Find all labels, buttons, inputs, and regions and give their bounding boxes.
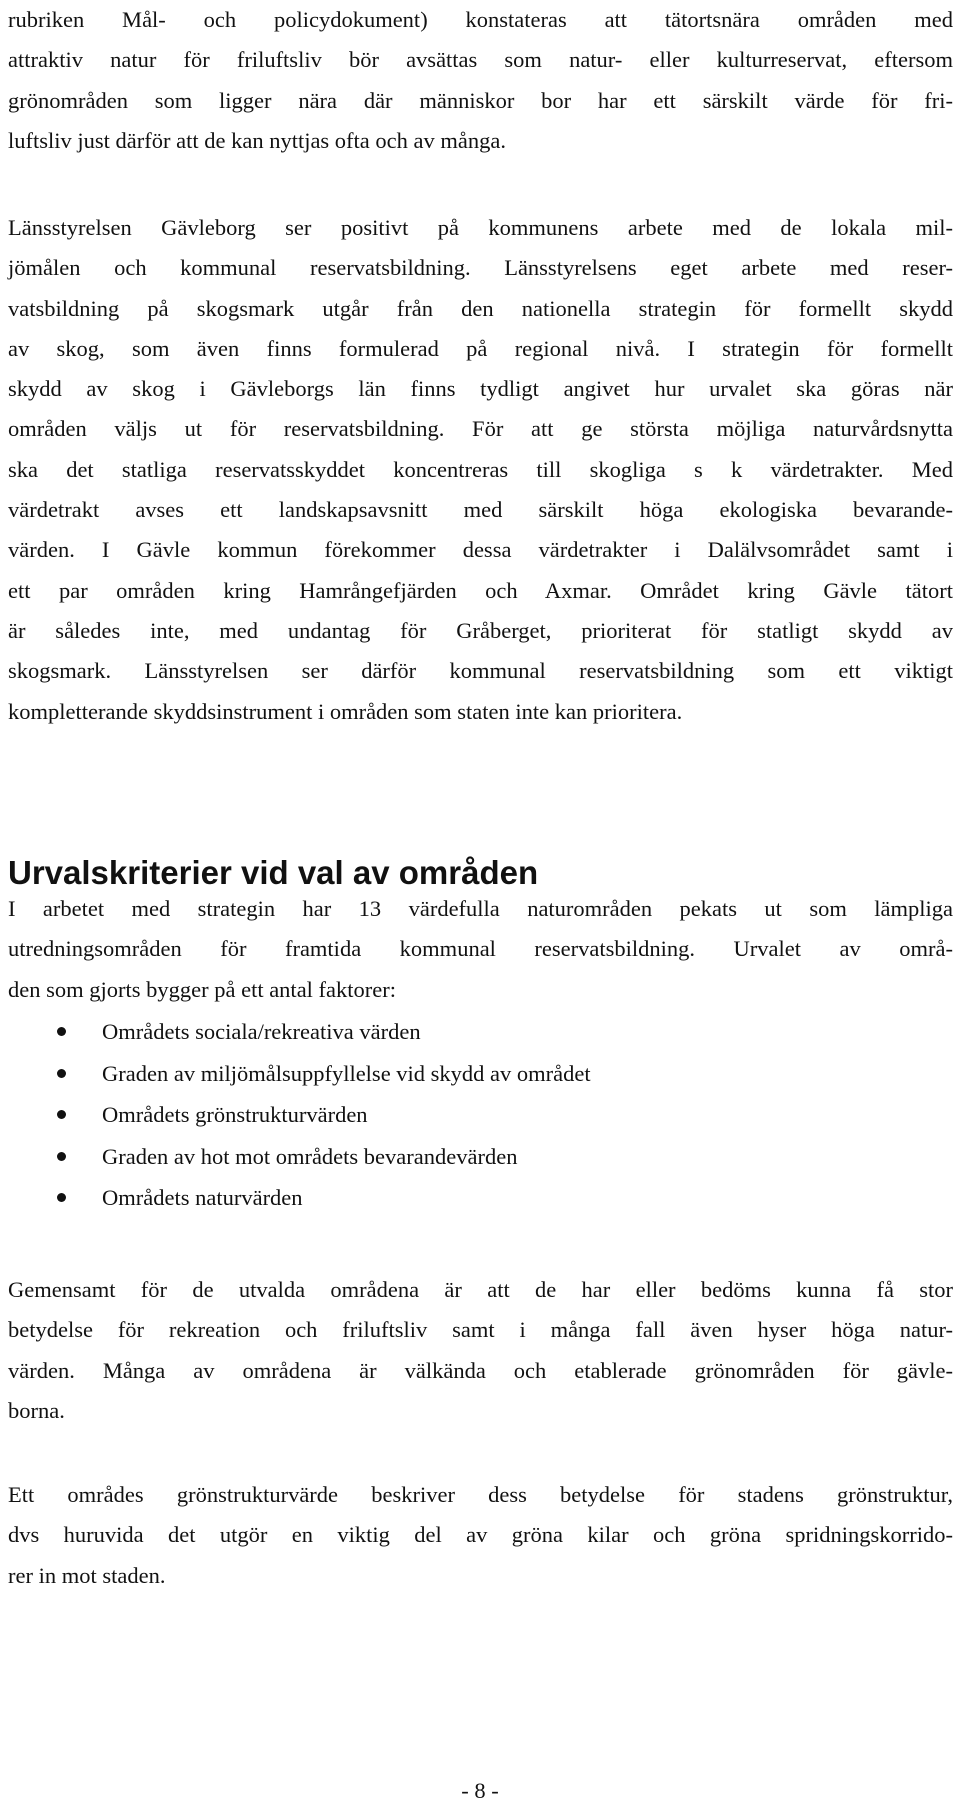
list-item-text: Områdets naturvärden [102,1185,303,1211]
text-line: av skog, som även finns formulerad på regional nivå. I strategin för formellt [8,335,953,361]
paragraph-common-traits [8,1270,953,1431]
list-item-text: Områdets grönstrukturvärden [102,1102,368,1128]
paragraph-lansstyrelsen [8,208,953,732]
list-item-text: Områdets sociala/rekreativa värden [102,1019,421,1044]
text-line: Länsstyrelsen Gävleborg ser positivt på kommunens arbete med de lokala mil- [8,215,953,240]
text-line: utredningsområden för framtida kommunal reservatsbildning. Urvalet av områ- [8,936,953,962]
bullet-icon [57,1110,66,1119]
list-item-text: Graden av hot mot områdets bevarandevärden [102,1143,518,1169]
text-line: luftsliv just därför att de kan nyttjas ofta och av många. [8,127,506,153]
text-line: områden väljs ut för reservatsbildning. För att ge största möjliga naturvårdsnytta [8,416,953,442]
text-line: skydd av skog i Gävleborgs län finns tydligt angivet hur urvalet ska göras när [8,376,953,402]
text-line: värden. Många av områdena är välkända och etablerade grönområden för gävle- [8,1357,953,1383]
paragraph-intro-continued [8,0,953,161]
list-item [8,1136,591,1178]
list-item-text: Graden av miljömålsuppfyllelse vid skydd av området [102,1060,591,1086]
page-number: - 8 - [461,1778,499,1803]
text-line: rubriken Mål- och policydokument) konstateras att tätortsnära områden med [8,7,953,32]
text-line: Ett områdes grönstrukturvärde beskriver dess betydelse för stadens grönstruktur, [8,1482,953,1507]
text-line: Gemensamt för de utvalda områdena är att de har eller bedöms kunna få stor [8,1277,953,1302]
text-line: ett par områden kring Hamrångefjärden och Axmar. Området kring Gävle tätort [8,577,953,603]
text-line: är således inte, med undantag för Gråberget, prioriterat för statligt skydd av [8,617,953,643]
text-line: rer in mot staden. [8,1562,166,1588]
text-line: värdetrakt avses ett landskapsavsnitt med särskilt höga ekologiska bevarande- [8,497,953,523]
section-heading: Urvalskriterier vid val av områden [8,854,539,892]
bullet-icon [57,1069,66,1078]
text-line: kompletterande skyddsinstrument i områden som staten inte kan prioritera. [8,698,683,724]
text-line: vatsbildning på skogsmark utgår från den nationella strategin för formellt skydd [8,295,953,321]
list-item [8,1177,591,1219]
criteria-list [8,1011,591,1219]
paragraph-criteria-intro [8,889,953,1010]
text-line: jömålen och kommunal reservatsbildning. Länsstyrelsens eget arbete med reser- [8,255,953,281]
text-line: skogsmark. Länsstyrelsen ser därför kommunal reservatsbildning som ett viktigt [8,658,953,684]
bullet-icon [57,1027,66,1036]
text-line: dvs huruvida det utgör en viktig del av gröna kilar och gröna spridningskorrido- [8,1522,953,1548]
text-line: grönområden som ligger nära där människor bor har ett särskilt värde för fri- [8,87,953,113]
text-line: ska det statliga reservatsskyddet koncentreras till skogliga s k värdetrakter. Med [8,456,953,482]
bullet-icon [57,1152,66,1161]
text-line: borna. [8,1397,65,1423]
text-line: I arbetet med strategin har 13 värdefulla naturområden pekats ut som lämpliga [8,896,953,921]
list-item [8,1094,591,1136]
bullet-icon [57,1193,66,1202]
text-line: betydelse för rekreation och friluftsliv samt i många fall även hyser höga natur- [8,1317,953,1343]
paragraph-green-structure [8,1475,953,1596]
text-line: värden. I Gävle kommun förekommer dessa värdetrakter i Dalälvsområdet samt i [8,537,953,563]
text-line: den som gjorts bygger på ett antal faktorer: [8,976,397,1002]
list-item [8,1053,591,1095]
list-item [8,1011,591,1053]
text-line: attraktiv natur för friluftsliv bör avsättas som natur- eller kulturreservat, eftersom [8,47,953,73]
